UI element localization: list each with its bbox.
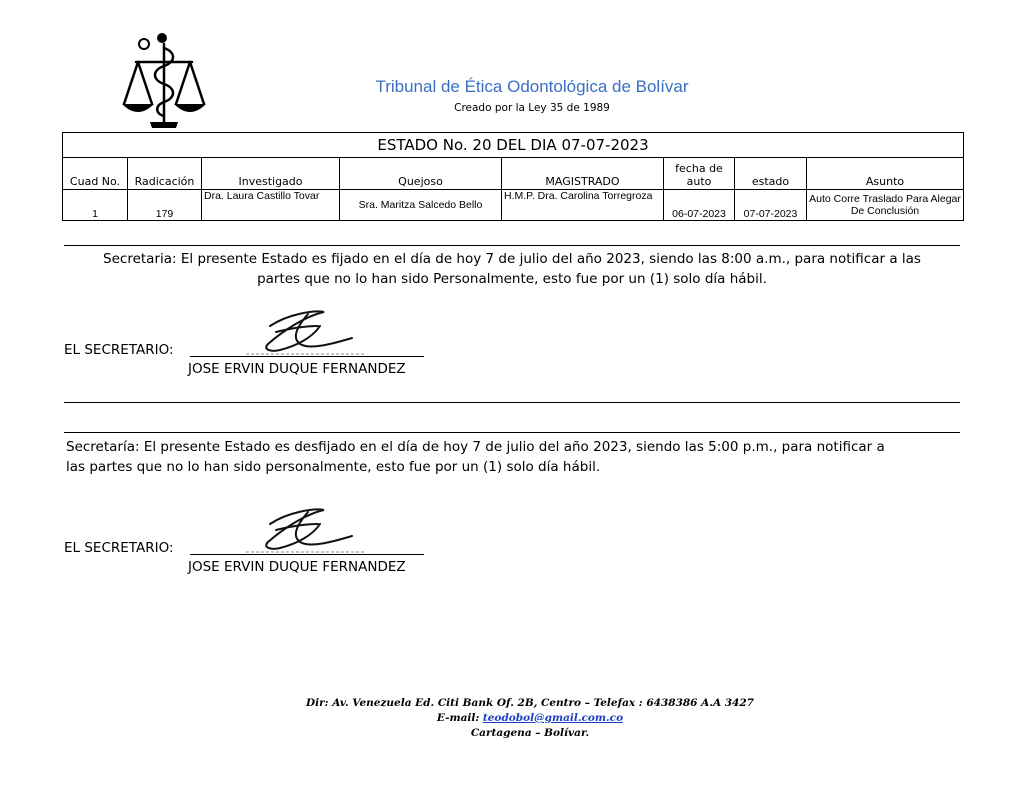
cell-investigado: Dra. Laura Castillo Tovar [202,190,340,221]
header-quejoso: Quejoso [340,158,502,190]
desfijacion-line1: Secretaría: El presente Estado es desfijado en el día de hoy 7 de julio del año 2023, siendo las 5:00 p.m., para notificar a [66,439,885,455]
secretary-name-2: JOSE ERVIN DUQUE FERNANDEZ [188,559,406,575]
org-subtitle: Creado por la Ley 35 de 1989 [454,102,610,114]
fijacion-line1: Secretaria: El presente Estado es fijado en el día de hoy 7 de julio del año 2023, siendo las 8:00 a.m., para notificar a las [103,251,921,267]
header-fecha-auto-line2: auto [686,175,712,188]
header-investigado: Investigado [202,158,340,190]
cell-magistrado: H.M.P. Dra. Carolina Torregroza [502,190,664,221]
table-header-row [63,158,964,190]
divider-middle [64,402,960,403]
secretary-label-2: EL SECRETARIO: [64,540,174,556]
fijacion-line2: partes que no lo han sido Personalmente, esto fue por un (1) solo día hábil. [257,271,767,287]
header-asunto: Asunto [807,158,964,190]
cell-radicacion: 179 [128,190,202,221]
footer-city: Cartagena – Bolívar. [470,727,590,739]
secretary-label: EL SECRETARIO: [64,342,174,358]
estado-table [62,132,964,221]
desfijacion-line2: las partes que no lo han sido personalmente, esto fue por un (1) solo día hábil. [66,459,601,475]
footer-email-label: E-mail: [436,712,483,724]
handwritten-signature-icon [236,304,366,358]
header-fecha-auto-line1: fecha de [675,162,723,175]
table-title: ESTADO No. 20 DEL DIA 07-07-2023 [63,133,964,158]
header-cuad: Cuad No. [63,158,128,190]
footer-email [250,712,810,724]
cell-cuad: 1 [63,190,128,221]
org-title: Tribunal de Ética Odontológica de Bolívar [375,77,689,96]
cell-estado: 07-07-2023 [735,190,807,221]
footer-address: Dir: Av. Venezuela Ed. Citi Bank Of. 2B, Centro – Telefax : 6438386 A.A 3427 [306,697,754,709]
header-magistrado: MAGISTRADO [502,158,664,190]
table-row [63,190,964,221]
header-estado: estado [735,158,807,190]
secretary-name: JOSE ERVIN DUQUE FERNANDEZ [188,361,406,377]
header-fecha-auto [664,158,735,190]
cell-asunto: Auto Corre Traslado Para Alegar De Conclusión [807,190,964,221]
footer-email-link[interactable]: teodobol@gmail.com.co [482,712,624,724]
cell-fecha-auto: 06-07-2023 [664,190,735,221]
cell-quejoso: Sra. Maritza Salcedo Bello [340,190,502,221]
desfijacion-text [66,437,966,477]
fijacion-text [64,249,960,289]
handwritten-signature-icon [236,502,366,556]
divider-top [64,245,960,246]
divider-desfijacion [64,432,960,433]
scales-of-justice-icon [118,30,210,132]
header-radicacion: Radicación [128,158,202,190]
